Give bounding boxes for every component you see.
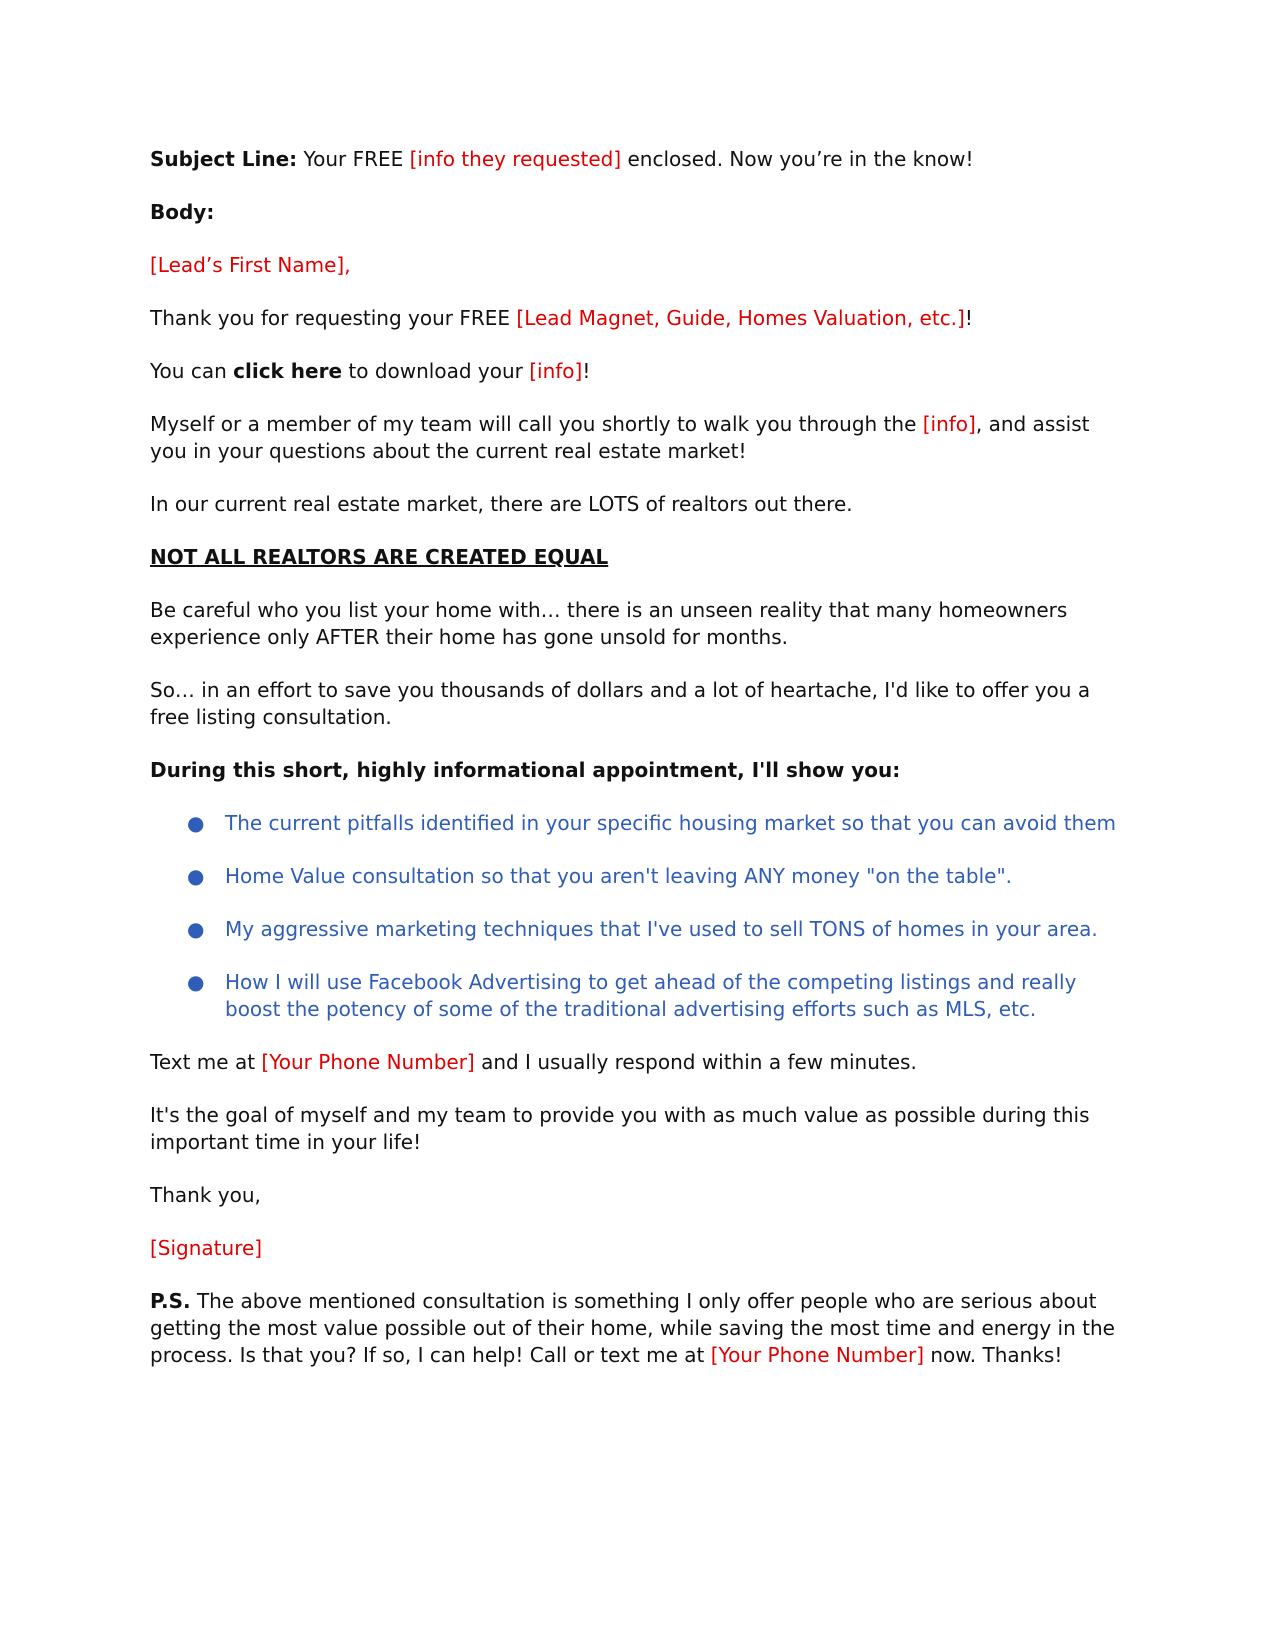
list-item-text: The current pitfalls identified in your specific housing market so that you can avoid them <box>225 811 1117 835</box>
ps-paragraph <box>150 1288 1130 1369</box>
body-label: Body: <box>150 200 215 224</box>
list-item <box>150 916 1130 943</box>
subject-placeholder: [info they requested] <box>409 147 622 171</box>
bullet-icon: ● <box>187 811 205 835</box>
subject-label: Subject Line: <box>150 147 298 171</box>
call-info-placeholder: [info] <box>922 412 976 436</box>
subject-line <box>150 146 1130 173</box>
download-line <box>150 358 1130 385</box>
ps-text-post: now. Thanks! <box>924 1343 1063 1367</box>
list-item-text: How I will use Facebook Advertising to get ahead of the competing listings and really boost the potency of some of the traditional advertising efforts such as MLS, etc. <box>225 970 1077 1021</box>
list-item <box>150 863 1130 890</box>
benefits-list <box>150 810 1130 1023</box>
text-line <box>150 1049 1130 1076</box>
phone-placeholder: [Your Phone Number] <box>261 1050 475 1074</box>
list-item-text: Home Value consultation so that you aren't leaving ANY money "on the table". <box>225 864 1013 888</box>
list-item-text: My aggressive marketing techniques that I've used to sell TONS of homes in your area. <box>225 917 1098 941</box>
market-paragraph: In our current real estate market, there are LOTS of realtors out there. <box>150 492 853 516</box>
thanks-text-post: ! <box>964 306 973 330</box>
list-item <box>150 810 1130 837</box>
text-line-pre: Text me at <box>150 1050 262 1074</box>
ps-text-pre: The above mentioned consultation is something I only offer people who are serious about getting the most value possible out of their home, while saving the most time and energy in the process. Is that you? If so, I can help! Call or text me at <box>150 1289 1115 1367</box>
offer-paragraph: So… in an effort to save you thousands of dollars and a lot of heartache, I'd like to offer you a free listing consultation. <box>150 678 1091 729</box>
text-line-post: and I usually respond within a few minutes. <box>474 1050 917 1074</box>
careful-paragraph: Be careful who you list your home with… there is an unseen reality that many homeowners experience only AFTER their home has gone unsold for months. <box>150 598 1068 649</box>
ps-label: P.S. <box>150 1289 191 1313</box>
bullet-icon: ● <box>187 970 205 994</box>
section-heading: NOT ALL REALTORS ARE CREATED EQUAL <box>150 545 609 569</box>
ps-phone-placeholder: [Your Phone Number] <box>710 1343 925 1367</box>
call-paragraph <box>150 411 1130 465</box>
subject-text-pre: Your FREE <box>297 147 410 171</box>
signoff: Thank you, <box>150 1183 261 1207</box>
show-heading: During this short, highly informational appointment, I'll show you: <box>150 758 901 782</box>
bullet-icon: ● <box>187 917 205 941</box>
thanks-line <box>150 305 1130 332</box>
lead-magnet-placeholder: [Lead Magnet, Guide, Homes Valuation, etc.] <box>516 306 965 330</box>
thanks-text-pre: Thank you for requesting your FREE <box>150 306 517 330</box>
download-text-post: ! <box>582 359 591 383</box>
click-here-link[interactable]: click here <box>233 359 343 383</box>
goal-paragraph: It's the goal of myself and my team to provide you with as much value as possible during this important time in your life! <box>150 1103 1090 1154</box>
greeting-placeholder: [Lead’s First Name], <box>150 253 351 277</box>
bullet-icon: ● <box>187 864 205 888</box>
email-template-document <box>150 146 1130 1395</box>
list-item <box>150 969 1130 1023</box>
download-text-pre: You can <box>150 359 234 383</box>
download-text-mid: to download your <box>342 359 530 383</box>
signature-placeholder: [Signature] <box>150 1236 263 1260</box>
call-text-pre: Myself or a member of my team will call you shortly to walk you through the <box>150 412 923 436</box>
info-placeholder: [info] <box>529 359 583 383</box>
subject-text-post: enclosed. Now you’re in the know! <box>621 147 974 171</box>
call-text-post: , and assist you in your questions about the current real estate market! <box>150 412 1090 463</box>
